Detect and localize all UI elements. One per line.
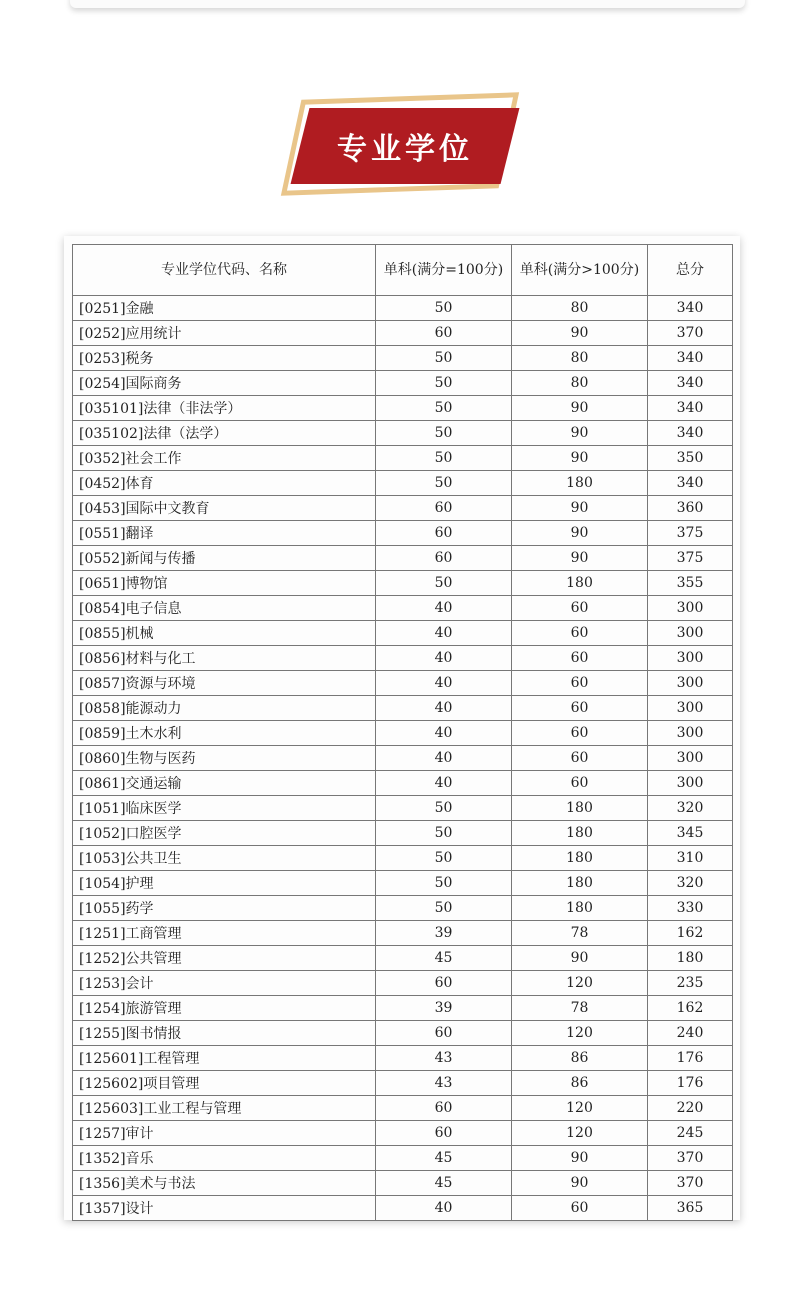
total-cell: 340 (648, 371, 733, 396)
total-cell: 310 (648, 846, 733, 871)
degree-name-cell: [1356]美术与书法 (73, 1171, 376, 1196)
total-cell: 300 (648, 696, 733, 721)
degree-name-cell: [0352]社会工作 (73, 446, 376, 471)
total-cell: 300 (648, 771, 733, 796)
total-cell: 355 (648, 571, 733, 596)
table-row (73, 421, 733, 446)
table-row (73, 296, 733, 321)
single-100-cell: 50 (376, 871, 512, 896)
single-over-100-cell: 90 (512, 421, 648, 446)
total-cell: 180 (648, 946, 733, 971)
degree-name-cell: [0856]材料与化工 (73, 646, 376, 671)
degree-name-cell: [1352]音乐 (73, 1146, 376, 1171)
total-cell: 340 (648, 396, 733, 421)
degree-name-cell: [1255]图书情报 (73, 1021, 376, 1046)
single-over-100-cell: 60 (512, 1196, 648, 1221)
total-cell: 340 (648, 421, 733, 446)
single-over-100-cell: 90 (512, 496, 648, 521)
total-cell: 176 (648, 1046, 733, 1071)
table-row (73, 721, 733, 746)
degree-name-cell: [1253]会计 (73, 971, 376, 996)
total-cell: 300 (648, 671, 733, 696)
single-100-cell: 50 (376, 421, 512, 446)
table-body (73, 296, 733, 1221)
total-cell: 375 (648, 546, 733, 571)
table-row (73, 396, 733, 421)
total-cell: 162 (648, 996, 733, 1021)
degree-name-cell: [0861]交通运输 (73, 771, 376, 796)
single-100-cell: 50 (376, 846, 512, 871)
table-row (73, 471, 733, 496)
table-row (73, 671, 733, 696)
single-100-cell: 45 (376, 946, 512, 971)
degree-name-cell: [0253]税务 (73, 346, 376, 371)
table-row (73, 871, 733, 896)
total-cell: 370 (648, 1171, 733, 1196)
previous-card-edge (70, 0, 745, 8)
degree-name-cell: [1257]审计 (73, 1121, 376, 1146)
table-row (73, 646, 733, 671)
degree-name-cell: [0651]博物馆 (73, 571, 376, 596)
single-over-100-cell: 180 (512, 471, 648, 496)
degree-name-cell: [1053]公共卫生 (73, 846, 376, 871)
table-row (73, 371, 733, 396)
single-100-cell: 50 (376, 296, 512, 321)
table-row (73, 321, 733, 346)
single-100-cell: 40 (376, 746, 512, 771)
single-over-100-cell: 90 (512, 396, 648, 421)
degree-name-cell: [1051]临床医学 (73, 796, 376, 821)
header-single-100: 单科(满分=100分) (376, 245, 512, 296)
single-over-100-cell: 80 (512, 296, 648, 321)
total-cell: 300 (648, 596, 733, 621)
degree-name-cell: [0552]新闻与传播 (73, 546, 376, 571)
single-100-cell: 50 (376, 821, 512, 846)
total-cell: 370 (648, 321, 733, 346)
table-row (73, 1196, 733, 1221)
degree-name-cell: [0251]金融 (73, 296, 376, 321)
table-row (73, 546, 733, 571)
total-cell: 375 (648, 521, 733, 546)
degree-name-cell: [1052]口腔医学 (73, 821, 376, 846)
header-single-over-100: 单科(满分>100分) (512, 245, 648, 296)
single-over-100-cell: 86 (512, 1071, 648, 1096)
banner-background (291, 108, 520, 184)
degree-name-cell: [0452]体育 (73, 471, 376, 496)
single-100-cell: 50 (376, 371, 512, 396)
total-cell: 370 (648, 1146, 733, 1171)
single-over-100-cell: 60 (512, 621, 648, 646)
single-100-cell: 39 (376, 921, 512, 946)
total-cell: 300 (648, 646, 733, 671)
degree-name-cell: [125603]工业工程与管理 (73, 1096, 376, 1121)
total-cell: 360 (648, 496, 733, 521)
total-cell: 300 (648, 746, 733, 771)
degree-name-cell: [0254]国际商务 (73, 371, 376, 396)
single-over-100-cell: 120 (512, 1096, 648, 1121)
degree-name-cell: [0252]应用统计 (73, 321, 376, 346)
single-100-cell: 45 (376, 1146, 512, 1171)
single-100-cell: 60 (376, 971, 512, 996)
single-100-cell: 60 (376, 321, 512, 346)
single-100-cell: 43 (376, 1046, 512, 1071)
single-100-cell: 43 (376, 1071, 512, 1096)
degree-name-cell: [1357]设计 (73, 1196, 376, 1221)
degree-name-cell: [0453]国际中文教育 (73, 496, 376, 521)
table-row (73, 696, 733, 721)
total-cell: 176 (648, 1071, 733, 1096)
single-over-100-cell: 86 (512, 1046, 648, 1071)
single-over-100-cell: 90 (512, 1171, 648, 1196)
table-row (73, 446, 733, 471)
degree-name-cell: [0854]电子信息 (73, 596, 376, 621)
total-cell: 340 (648, 471, 733, 496)
single-over-100-cell: 180 (512, 846, 648, 871)
table-row (73, 1046, 733, 1071)
single-100-cell: 60 (376, 546, 512, 571)
single-over-100-cell: 80 (512, 346, 648, 371)
single-over-100-cell: 90 (512, 546, 648, 571)
single-over-100-cell: 90 (512, 446, 648, 471)
degree-name-cell: [1054]护理 (73, 871, 376, 896)
degree-name-cell: [125601]工程管理 (73, 1046, 376, 1071)
section-banner (286, 96, 516, 206)
total-cell: 320 (648, 871, 733, 896)
table-row (73, 796, 733, 821)
single-over-100-cell: 180 (512, 871, 648, 896)
single-100-cell: 50 (376, 571, 512, 596)
table-row (73, 896, 733, 921)
single-100-cell: 39 (376, 996, 512, 1021)
single-100-cell: 50 (376, 446, 512, 471)
single-100-cell: 60 (376, 1021, 512, 1046)
table-row (73, 771, 733, 796)
single-100-cell: 60 (376, 521, 512, 546)
single-over-100-cell: 78 (512, 996, 648, 1021)
table-row (73, 1071, 733, 1096)
single-100-cell: 50 (376, 896, 512, 921)
single-100-cell: 40 (376, 621, 512, 646)
total-cell: 245 (648, 1121, 733, 1146)
total-cell: 162 (648, 921, 733, 946)
single-over-100-cell: 180 (512, 571, 648, 596)
single-over-100-cell: 60 (512, 771, 648, 796)
score-table (72, 244, 733, 1221)
single-over-100-cell: 180 (512, 896, 648, 921)
single-100-cell: 60 (376, 1121, 512, 1146)
single-over-100-cell: 60 (512, 696, 648, 721)
single-100-cell: 50 (376, 796, 512, 821)
single-100-cell: 40 (376, 646, 512, 671)
total-cell: 220 (648, 1096, 733, 1121)
table-header-row (73, 245, 733, 296)
table-row (73, 746, 733, 771)
table-row (73, 621, 733, 646)
degree-name-cell: [035102]法律（法学） (73, 421, 376, 446)
degree-name-cell: [0860]生物与医药 (73, 746, 376, 771)
single-over-100-cell: 60 (512, 721, 648, 746)
total-cell: 300 (648, 621, 733, 646)
total-cell: 340 (648, 296, 733, 321)
total-cell: 320 (648, 796, 733, 821)
single-100-cell: 40 (376, 596, 512, 621)
single-over-100-cell: 120 (512, 1121, 648, 1146)
single-over-100-cell: 60 (512, 646, 648, 671)
table-row (73, 1096, 733, 1121)
total-cell: 300 (648, 721, 733, 746)
table-row (73, 496, 733, 521)
table-row (73, 846, 733, 871)
single-over-100-cell: 120 (512, 971, 648, 996)
table-row (73, 521, 733, 546)
table-row (73, 1146, 733, 1171)
single-100-cell: 40 (376, 721, 512, 746)
single-over-100-cell: 90 (512, 521, 648, 546)
single-over-100-cell: 90 (512, 1146, 648, 1171)
single-over-100-cell: 90 (512, 321, 648, 346)
table-row (73, 946, 733, 971)
single-over-100-cell: 180 (512, 796, 648, 821)
degree-name-cell: [1055]药学 (73, 896, 376, 921)
degree-name-cell: [0857]资源与环境 (73, 671, 376, 696)
single-100-cell: 40 (376, 671, 512, 696)
total-cell: 330 (648, 896, 733, 921)
table-row (73, 821, 733, 846)
degree-name-cell: [1254]旅游管理 (73, 996, 376, 1021)
degree-name-cell: [0858]能源动力 (73, 696, 376, 721)
degree-name-cell: [0855]机械 (73, 621, 376, 646)
total-cell: 240 (648, 1021, 733, 1046)
single-100-cell: 40 (376, 771, 512, 796)
table-row (73, 346, 733, 371)
total-cell: 345 (648, 821, 733, 846)
single-over-100-cell: 180 (512, 821, 648, 846)
single-over-100-cell: 60 (512, 746, 648, 771)
table-row (73, 1171, 733, 1196)
total-cell: 235 (648, 971, 733, 996)
single-100-cell: 60 (376, 496, 512, 521)
total-cell: 365 (648, 1196, 733, 1221)
score-table-card (64, 236, 740, 1220)
degree-name-cell: [1251]工商管理 (73, 921, 376, 946)
table-row (73, 971, 733, 996)
table-row (73, 571, 733, 596)
header-degree-name: 专业学位代码、名称 (73, 245, 376, 296)
single-over-100-cell: 60 (512, 596, 648, 621)
single-over-100-cell: 60 (512, 671, 648, 696)
single-100-cell: 40 (376, 1196, 512, 1221)
total-cell: 350 (648, 446, 733, 471)
single-100-cell: 40 (376, 696, 512, 721)
single-100-cell: 50 (376, 346, 512, 371)
single-over-100-cell: 78 (512, 921, 648, 946)
total-cell: 340 (648, 346, 733, 371)
table-row (73, 1121, 733, 1146)
single-100-cell: 45 (376, 1171, 512, 1196)
degree-name-cell: [035101]法律（非法学） (73, 396, 376, 421)
single-over-100-cell: 80 (512, 371, 648, 396)
degree-name-cell: [0551]翻译 (73, 521, 376, 546)
table-row (73, 921, 733, 946)
single-over-100-cell: 120 (512, 1021, 648, 1046)
header-total: 总分 (648, 245, 733, 296)
degree-name-cell: [0859]土木水利 (73, 721, 376, 746)
degree-name-cell: [1252]公共管理 (73, 946, 376, 971)
single-100-cell: 60 (376, 1096, 512, 1121)
single-100-cell: 50 (376, 471, 512, 496)
single-over-100-cell: 90 (512, 946, 648, 971)
degree-name-cell: [125602]项目管理 (73, 1071, 376, 1096)
table-row (73, 596, 733, 621)
table-row (73, 996, 733, 1021)
table-row (73, 1021, 733, 1046)
section-title: 专业学位 (337, 132, 473, 167)
single-100-cell: 50 (376, 396, 512, 421)
